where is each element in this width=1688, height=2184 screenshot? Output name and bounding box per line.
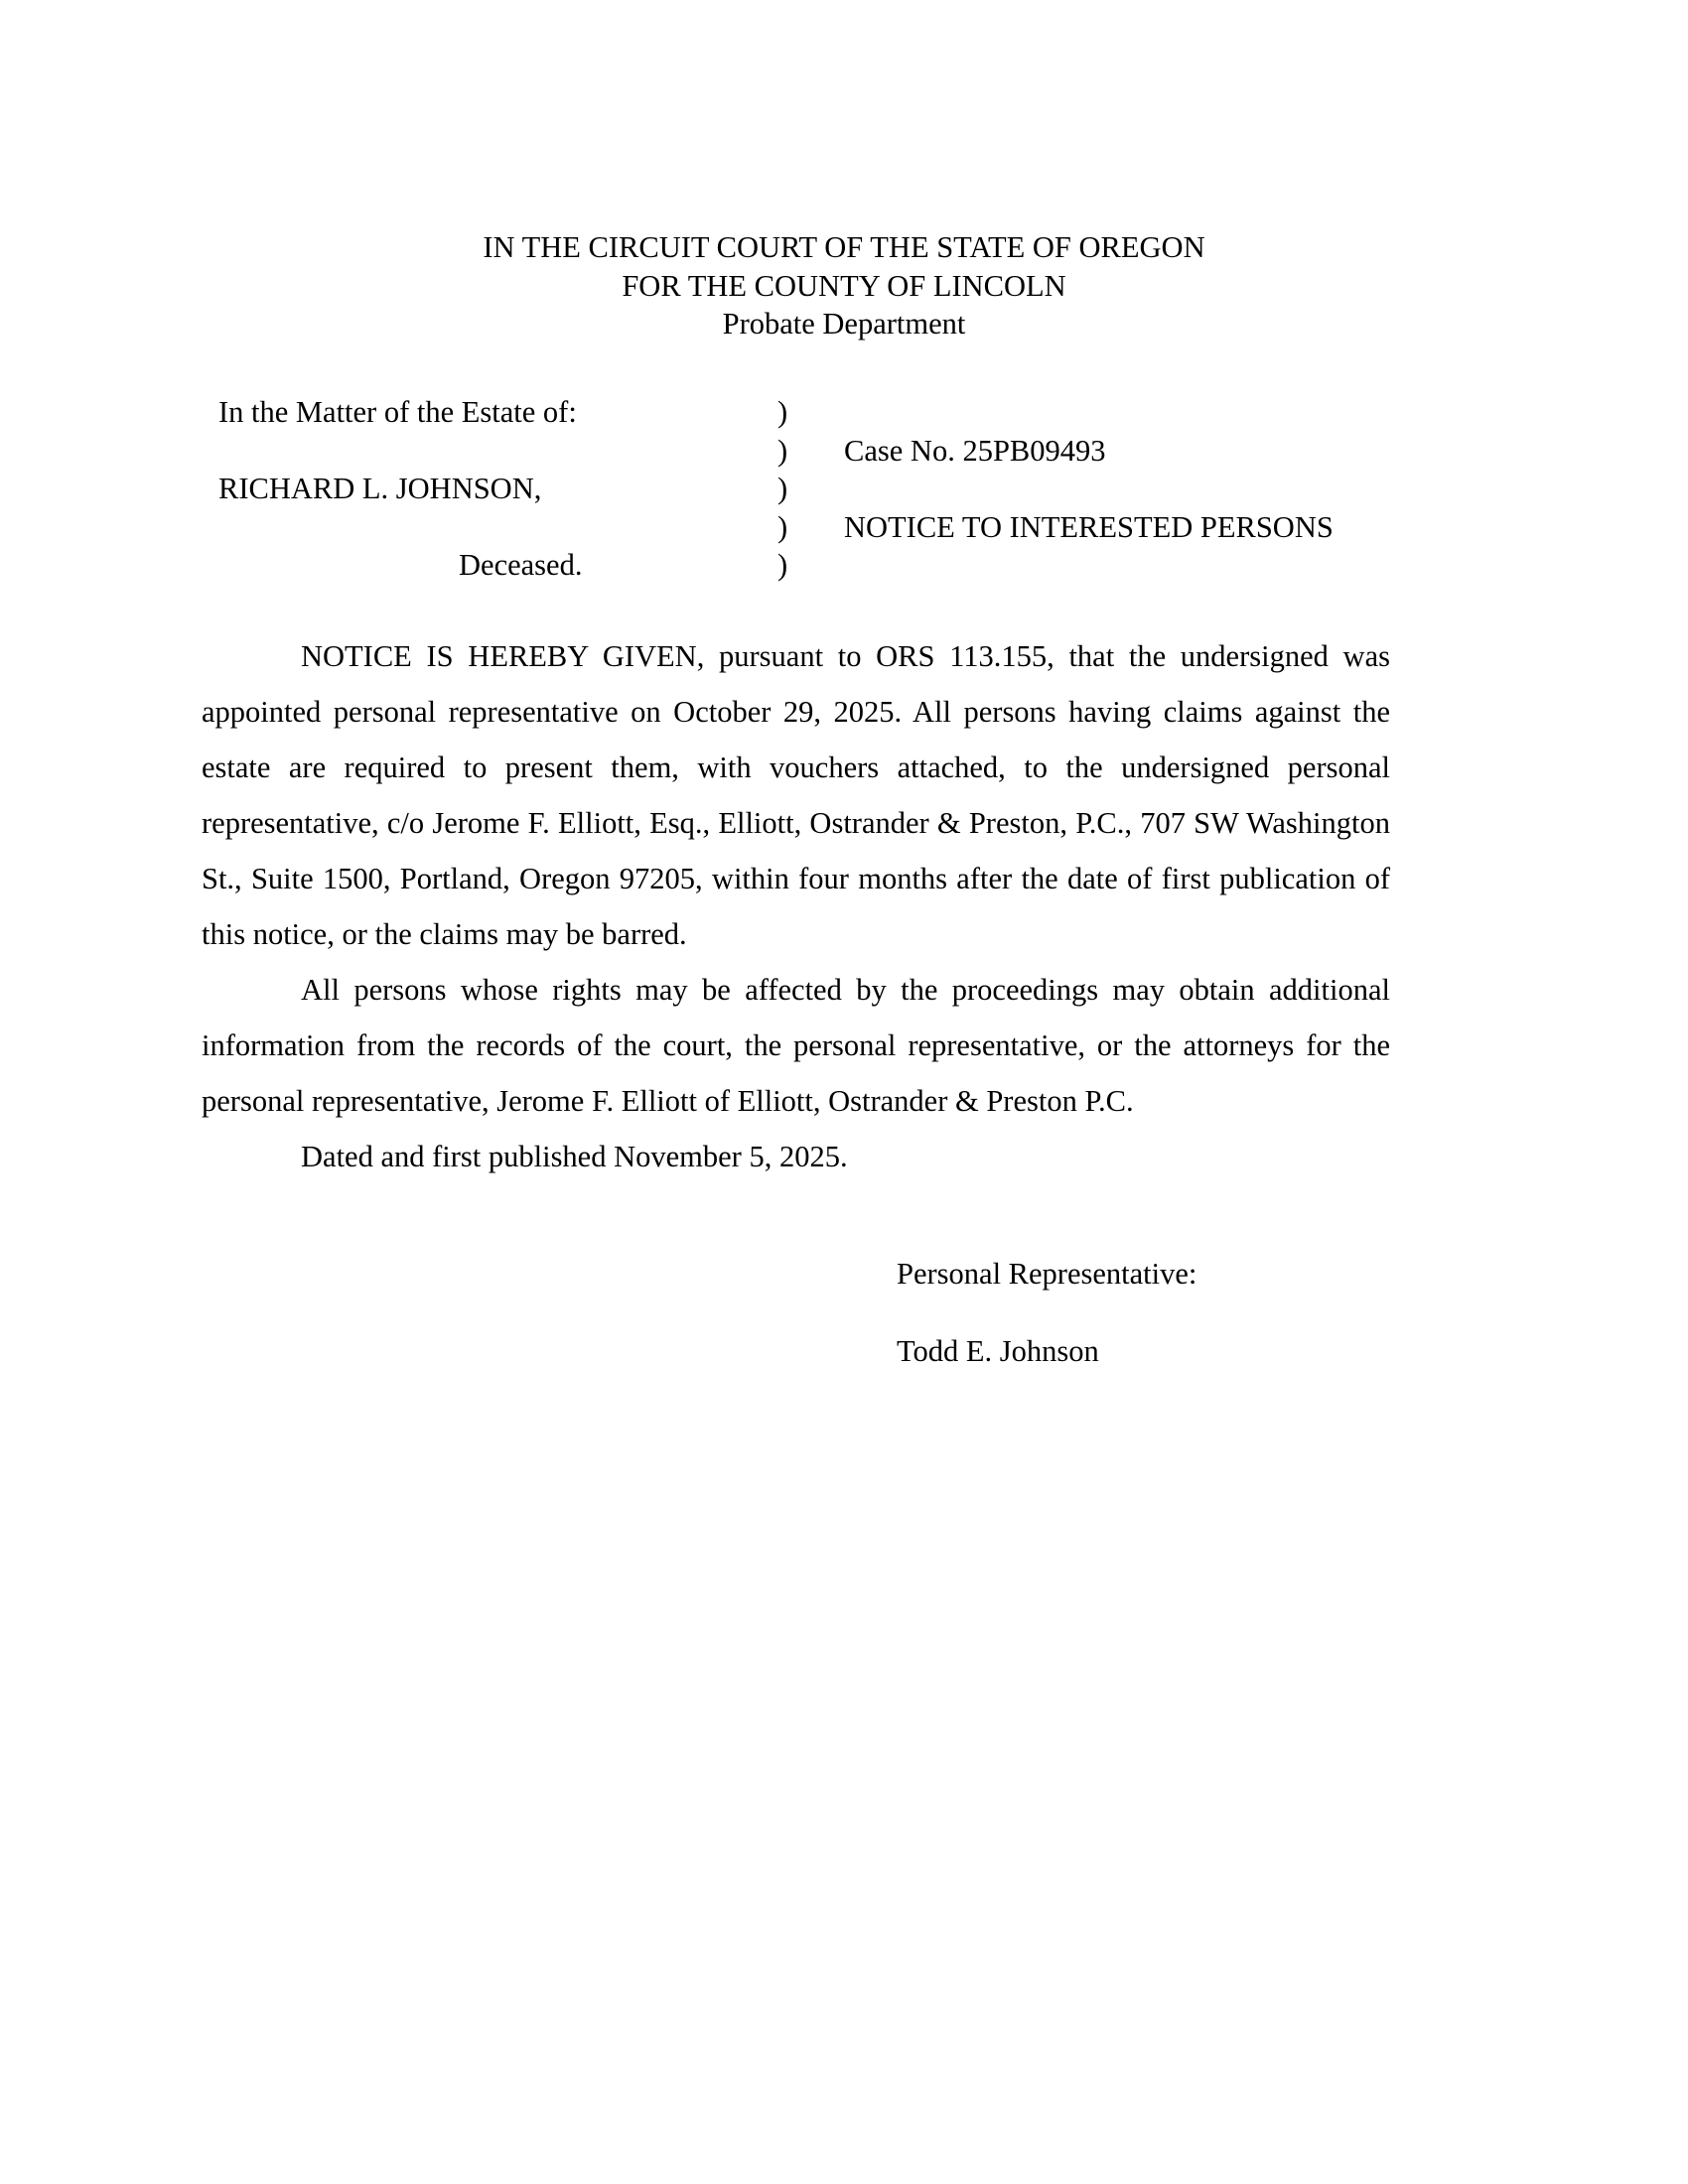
- caption-matter-line: In the Matter of the Estate of:: [218, 395, 577, 429]
- rights-paragraph: All persons whose rights may be affected by the proceedings may obtain additional information from the records of the court, the personal representative, or the attorneys for the personal representative, Jerome F. Elliott of Elliott, Ostrander & Preston P.C.: [202, 973, 1390, 1118]
- caption-row: [202, 393, 1390, 432]
- dated-line: Dated and first published November 5, 2025.: [301, 1140, 848, 1173]
- court-county-line: FOR THE COUNTY OF LINCOLN: [622, 268, 1066, 303]
- caption-paren-glyph: ): [777, 433, 788, 468]
- caption-row: [202, 470, 1390, 508]
- document-title: NOTICE TO INTERESTED PERSONS: [844, 509, 1334, 544]
- caption-left-blank: [202, 432, 777, 471]
- court-header: [0, 228, 1688, 343]
- signature-block: [897, 1255, 1196, 1371]
- deceased-label: Deceased.: [459, 548, 583, 582]
- case-number: Case No. 25PB09493: [844, 433, 1106, 468]
- caption-right-blank: [844, 546, 1390, 585]
- decedent-name: RICHARD L. JOHNSON,: [218, 472, 542, 505]
- caption-row: [202, 432, 1390, 471]
- caption-paren-glyph: ): [777, 548, 788, 582]
- caption-row: [202, 508, 1390, 547]
- notice-paragraph: NOTICE IS HEREBY GIVEN, pursuant to ORS 113.155, that the undersigned was appointed personal representative on October 29, 2025. All persons having claims against the estate are required to present them, with vouchers attached, to the undersigned personal representative, c/o Jerome F. Elliott, Esq., Elliott, Ostrander & Preston, P.C., 707 SW Washington St., Suite 1500, Portland, Oregon 97205, within four months after the date of first publication of this notice, or the claims may be barred.: [202, 639, 1390, 951]
- personal-representative-label: Personal Representative:: [897, 1257, 1197, 1291]
- caption-paren-glyph: ): [777, 509, 788, 544]
- court-name-line: IN THE CIRCUIT COURT OF THE STATE OF OREGON: [483, 230, 1205, 264]
- caption-right-blank: [844, 470, 1390, 508]
- caption-left-blank: [202, 508, 777, 547]
- notice-body: [202, 628, 1390, 1184]
- caption-row: [202, 546, 1390, 585]
- personal-representative-name: Todd E. Johnson: [897, 1334, 1099, 1368]
- caption-paren-glyph: ): [777, 395, 788, 429]
- court-department-line: Probate Department: [722, 307, 966, 341]
- case-caption: [202, 393, 1390, 585]
- caption-right-blank: [844, 393, 1390, 432]
- caption-paren-glyph: ): [777, 472, 788, 505]
